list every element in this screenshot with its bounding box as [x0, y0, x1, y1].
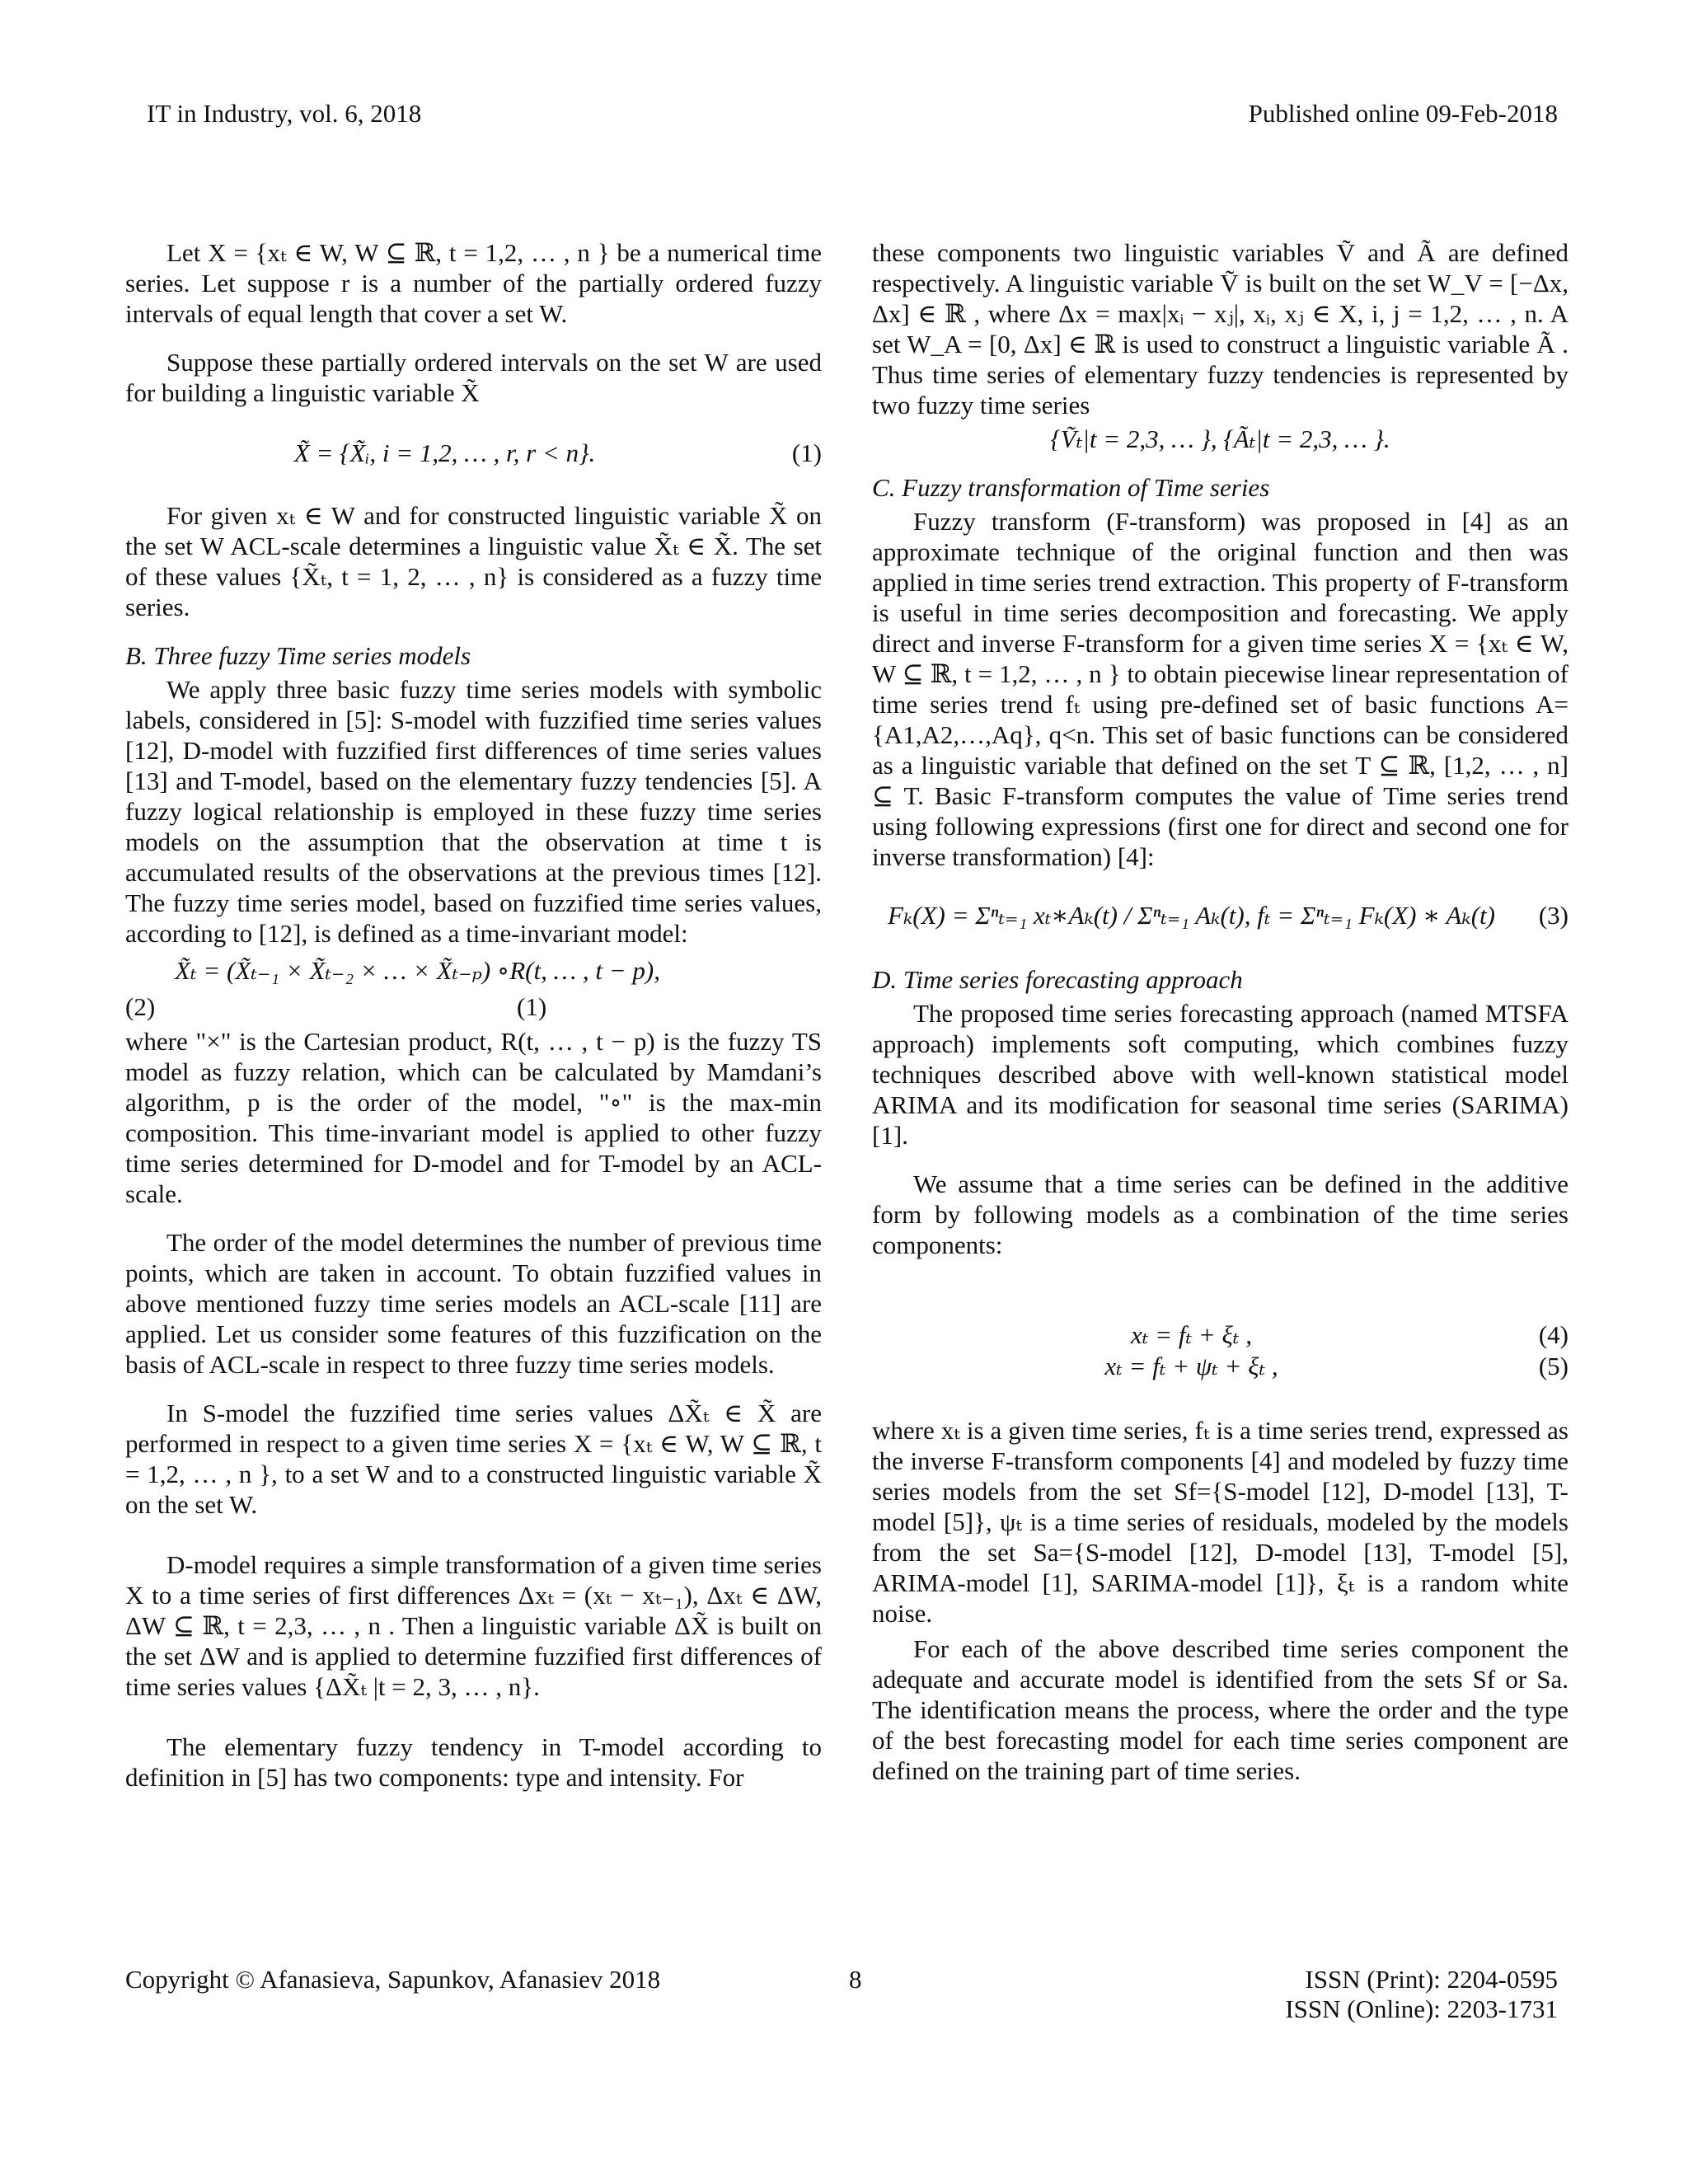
right-column: [872, 237, 1568, 1804]
equation-body: X̃ = {X̃ᵢ, i = 1,2, … , r, r < n}.: [293, 438, 596, 467]
equation-number: (1): [517, 992, 547, 1021]
paragraph: The order of the model determines the number of previous time points, which are taken in account. To obtain fuzzified values in above mentioned fuzzy time series models an ACL-scale [11] are applied. Let us consider some features of this fuzzification on the basis of ACL-scale in respect to three fuzzy time series models.: [125, 1228, 822, 1379]
paragraph: Let X = {xₜ ∈ W, W ⊆ ℝ, t = 1,2, … , n } be a numerical time series. Let suppose r is a number of the partially ordered fuzzy intervals of equal length that cover a set W.: [125, 238, 822, 328]
equation-number: (2): [125, 992, 156, 1021]
paragraph: where "×" is the Cartesian product, R(t, … , t − p) is the fuzzy TS model as fuzzy relation, which can be calculated by Mamdani’s algorithm, p is the order of the model, "∘" is the max-min composition. This time-invariant model is applied to other fuzzy time series determined for D-model and for T-model by an ACL-scale.: [125, 1027, 822, 1208]
equation-body: Fₖ(X) = Σⁿₜ₌₁ xₜ∗Aₖ(t) / Σⁿₜ₌₁ Aₖ(t), fₜ = Σⁿₜ₌₁ Fₖ(X) ∗ Aₖ(t): [888, 901, 1495, 930]
equation-5: [872, 1351, 1568, 1382]
section-heading: B. Three fuzzy Time series models: [125, 641, 471, 670]
paragraph: D-model requires a simple transformation of a given time series X to a time series of first differences Δxₜ = (xₜ − xₜ₋₁), Δxₜ ∈ ΔW, ΔW ⊆ ℝ, t = 2,3, … , n . Then a linguistic variable ΔX̃ is built on the set ΔW and is applied to determine fuzzified first differences of time series values {ΔX̃ₜ |t = 2, 3, … , n}.: [125, 1550, 822, 1701]
paragraph: The elementary fuzzy tendency in T-model according to definition in [5] has two components: type and intensity. For: [125, 1732, 822, 1792]
equation-number: (1): [791, 438, 822, 467]
equation-1: [125, 426, 822, 479]
paragraph: For given xₜ ∈ W and for constructed linguistic variable X̃ on the set W ACL-scale determines a linguistic value X̃ₜ ∈ X̃. The set of these values {X̃ₜ, t = 1, 2, … , n} is considered as a fuzzy time series.: [125, 501, 822, 621]
paragraph: For each of the above described time series component the adequate and accurate model is identified from the sets Sf or Sa. The identification means the process, where the order and the type of the best forecasting model for each time series component are defined on the training part of time series.: [872, 1634, 1568, 1785]
paragraph: We apply three basic fuzzy time series models with symbolic labels, considered in [5]: S-model with fuzzified time series values [12], D-model with fuzzified first differences of time series values [13] and T-model, based on the elementary fuzzy tendencies [5]. A fuzzy logical relationship is employed in these fuzzy time series models on the assumption that the observation at time t is accumulated results of the observations at the previous times [12]. The fuzzy time series model, based on fuzzified time series values, according to [12], is defined as a time-invariant model:: [125, 675, 822, 948]
paragraph: where xₜ is a given time series, fₜ is a time series trend, expressed as the inverse F-transform components [4] and modeled by fuzzy time series models from the set Sf={S-model [12], D-model [13], T-model [5]}, ψₜ is a time series of residuals, modeled by the models from the set Sa={S-model [12], D-model [13], T-model [5], ARIMA-model [1], SARIMA-model [1]}, ξₜ is a random white noise.: [872, 1416, 1568, 1628]
equation-3: [872, 890, 1568, 943]
paragraph: The proposed time series forecasting approach (named MTSFA approach) implements soft computing, which combines fuzzy techniques described above with well-known statistical model ARIMA and its modification for seasonal time series (SARIMA) [1].: [872, 999, 1568, 1150]
equation-inline: {Ṽₜ|t = 2,3, … }, {Ãₜ|t = 2,3, … }.: [1050, 424, 1390, 453]
copyright: Copyright © Afanasieva, Sapunkov, Afanasiev 2018: [125, 1965, 661, 1994]
equation-number: (4): [1538, 1320, 1568, 1349]
equation-4: [872, 1319, 1568, 1351]
equation-2: [125, 955, 822, 1021]
equation-number: (3): [1538, 901, 1568, 930]
issn-block: [1285, 1965, 1558, 2024]
paragraph: Suppose these partially ordered intervals on the set W are used for building a linguistic variable X̃: [125, 348, 822, 407]
paragraph: In S-model the fuzzified time series values ΔX̃ₜ ∈ X̃ are performed in respect to a given time series X = {xₜ ∈ W, W ⊆ ℝ, t = 1,2, … , n }, to a set W and to a constructed linguistic variable X̃ on the set W.: [125, 1399, 822, 1519]
issn-online: ISSN (Online): 2203-1731: [1285, 1994, 1558, 2023]
section-heading: C. Fuzzy transformation of Time series: [872, 473, 1270, 502]
equation-body: xₜ = fₜ + ψₜ + ξₜ ,: [1104, 1352, 1278, 1380]
section-heading: D. Time series forecasting approach: [872, 965, 1243, 994]
paragraph: these components two linguistic variables Ṽ and Ã are defined respectively. A linguistic variable Ṽ is built on the set W_V = [−Δx, Δx] ∈ ℝ , where Δx = max|xᵢ − xⱼ|, xᵢ, xⱼ ∈ X, i, j = 1,2, … , n. A set W_A = [0, Δx] ∈ ℝ is used to construct a linguistic variable Ã . Thus time series of elementary fuzzy tendencies is represented by two fuzzy time series: [872, 238, 1568, 419]
equation-number: (5): [1538, 1352, 1568, 1380]
left-column: [125, 237, 822, 1811]
equation-body: xₜ = fₜ + ξₜ ,: [1131, 1320, 1252, 1349]
issn-print: ISSN (Print): 2204-0595: [1305, 1965, 1558, 1994]
page-number: 8: [849, 1965, 862, 1994]
equation-body: X̃ₜ = (X̃ₜ₋₁ × X̃ₜ₋₂ × … × X̃ₜ₋ₚ) ∘R(t, … , t − p),: [175, 956, 660, 985]
paragraph: We assume that a time series can be defined in the additive form by following models as a combination of the time series components:: [872, 1169, 1568, 1259]
paragraph: Fuzzy transform (F-transform) was proposed in [4] as an approximate technique of the original function and then was applied in time series trend extraction. This property of F-transform is useful in time series decomposition and forecasting. We apply direct and inverse F-transform for a given time series X = {xₜ ∈ W, W ⊆ ℝ, t = 1,2, … , n } to obtain piecewise linear representation of time series trend fₜ using pre-defined set of basic functions A={A1,A2,…,Aq}, q<n. This set of basic functions can be considered as a linguistic variable that defined on the set T ⊆ ℝ, [1,2, … , n] ⊆ T. Basic F-transform computes the value of Time series trend using following expressions (first one for direct and second one for inverse transformation) [4]:: [872, 507, 1568, 871]
publication-date: Published online 09-Feb-2018: [1248, 99, 1558, 128]
journal-header: IT in Industry, vol. 6, 2018: [147, 99, 422, 128]
